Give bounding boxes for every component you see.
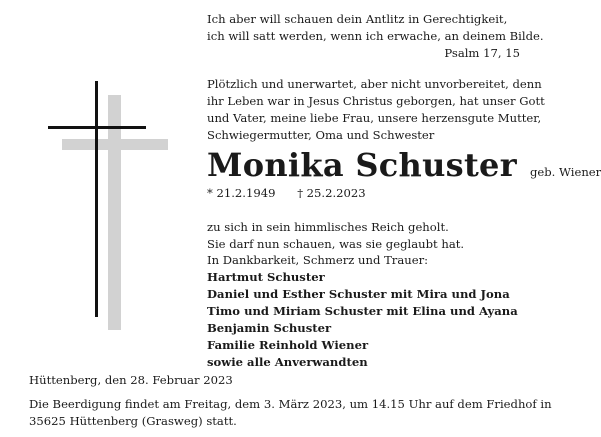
birth-date: * 21.2.1949 <box>207 186 276 200</box>
maiden-name: geb. Wiener <box>529 165 601 179</box>
cross-shadow-vertical <box>108 95 121 330</box>
burial-line: 35625 Hüttenberg (Grasweg) statt. <box>29 414 237 428</box>
place-and-date: Hüttenberg, den 28. Februar 2023 <box>29 373 233 387</box>
cross-icon-vertical <box>95 81 98 317</box>
burial-info <box>29 396 552 430</box>
deceased-heading <box>207 145 601 185</box>
closing-line: Sie darf nun schauen, was sie geglaubt hat. <box>207 237 465 251</box>
mourner: Benjamin Schuster <box>207 321 332 335</box>
burial-line: Die Beerdigung findet am Freitag, dem 3. März 2023, um 14.15 Uhr auf dem Friedhof in <box>29 397 552 411</box>
mourner: Hartmut Schuster <box>207 270 325 284</box>
cross-shadow-horizontal <box>62 139 168 150</box>
mourner: Familie Reinhold Wiener <box>207 338 369 352</box>
announcement-text <box>207 76 545 144</box>
announcement-line: Schwiegermutter, Oma und Schwester <box>207 128 435 142</box>
announcement-line: ihr Leben war in Jesus Christus geborgen, hat unser Gott <box>207 94 545 108</box>
verse-source: Psalm 17, 15 <box>444 46 520 60</box>
mourner: Daniel und Esther Schuster mit Mira und Jona <box>207 287 510 301</box>
mourner: sowie alle Anverwandten <box>207 355 368 369</box>
mourner: Timo und Miriam Schuster mit Elina und Ayana <box>207 304 518 318</box>
bible-verse <box>207 11 544 62</box>
death-date: † 25.2.2023 <box>297 186 366 200</box>
closing-text <box>207 219 464 253</box>
announcement-line: Plötzlich und unerwartet, aber nicht unvorbereitet, denn <box>207 77 542 91</box>
life-dates <box>207 185 366 202</box>
deceased-name: Monika Schuster <box>207 146 517 184</box>
verse-line: ich will satt werden, wenn ich erwache, an deinem Bilde. <box>207 29 544 43</box>
mourning-intro: In Dankbarkeit, Schmerz und Trauer: <box>207 253 429 267</box>
cross-icon-horizontal <box>48 126 146 129</box>
closing-line: zu sich in sein himmlisches Reich geholt. <box>207 220 449 234</box>
mourners-list <box>207 269 518 371</box>
verse-line: Ich aber will schauen dein Antlitz in Gerechtigkeit, <box>207 12 508 26</box>
announcement-line: und Vater, meine liebe Frau, unsere herzensgute Mutter, <box>207 111 542 125</box>
